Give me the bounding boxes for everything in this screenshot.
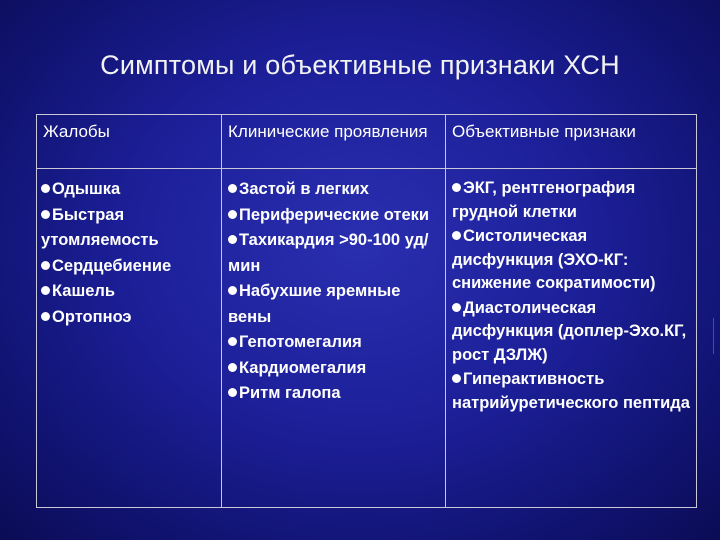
bullet-icon xyxy=(228,210,237,219)
list-item xyxy=(228,381,439,407)
list-item xyxy=(452,225,690,296)
bullet-icon xyxy=(228,388,237,397)
list-item xyxy=(228,177,439,203)
bullet-icon xyxy=(228,184,237,193)
list-item xyxy=(41,305,215,331)
list-item xyxy=(452,177,690,224)
list-item xyxy=(41,177,215,203)
item-text: Систолическая дисфункция (ЭХО-КГ: снижение сократимости) xyxy=(452,227,656,292)
list-item xyxy=(41,203,215,254)
slide-title: Симптомы и объективные признаки ХСН xyxy=(100,50,620,80)
list-item xyxy=(228,203,439,229)
list-item xyxy=(228,330,439,356)
item-text: Набухшие яремные вены xyxy=(228,282,401,326)
item-text: Быстрая утомляемость xyxy=(41,205,159,249)
table-body-row xyxy=(37,169,697,508)
clinical-manifestations-cell xyxy=(222,169,446,508)
bullet-icon xyxy=(228,337,237,346)
bullet-icon xyxy=(41,261,50,270)
item-text: Тахикардия >90-100 уд/мин xyxy=(228,231,429,275)
bullet-icon xyxy=(228,286,237,295)
item-text: Кашель xyxy=(52,282,116,300)
item-text: Гиперактивность натрийуретического пептида xyxy=(452,370,690,412)
bullet-icon xyxy=(41,312,50,321)
bullet-icon xyxy=(41,210,50,219)
complaints-cell xyxy=(37,169,222,508)
bullet-icon xyxy=(41,286,50,295)
header-complaints: Жалобы xyxy=(37,115,222,169)
list-item xyxy=(228,279,439,330)
header-clinical-manifestations: Клинические проявления xyxy=(222,115,446,169)
list-item xyxy=(228,356,439,382)
header-objective-signs: Объективные признаки xyxy=(446,115,697,169)
table-header-row xyxy=(37,115,697,169)
bullet-icon xyxy=(452,231,461,240)
list-item xyxy=(41,279,215,305)
bullet-icon xyxy=(228,235,237,244)
list-item xyxy=(41,254,215,280)
bullet-icon xyxy=(228,363,237,372)
bullet-icon xyxy=(452,303,461,312)
bullet-icon xyxy=(452,183,461,192)
item-text: Ритм галопа xyxy=(239,384,341,402)
bullet-icon xyxy=(41,184,50,193)
list-item xyxy=(452,368,690,415)
item-text: Периферические отеки xyxy=(239,205,430,224)
item-text: Застой в легких xyxy=(239,180,369,198)
item-text: Сердцебиение xyxy=(52,256,172,275)
list-item xyxy=(228,228,439,279)
list-item xyxy=(452,297,690,368)
item-text: Одышка xyxy=(52,180,121,198)
item-text: Кардиомегалия xyxy=(239,358,367,377)
decorative-edge-line xyxy=(713,318,720,354)
symptoms-table xyxy=(36,114,697,508)
item-text: Ортопноэ xyxy=(52,307,132,326)
objective-signs-cell xyxy=(446,169,697,508)
item-text: Диастолическая дисфункция (доплер-Эхо.КГ, рост ДЗЛЖ) xyxy=(452,298,687,364)
bullet-icon xyxy=(452,374,461,383)
item-text: Гепотомегалия xyxy=(239,333,362,351)
item-text: ЭКГ, рентгенография грудной клетки xyxy=(452,179,636,221)
